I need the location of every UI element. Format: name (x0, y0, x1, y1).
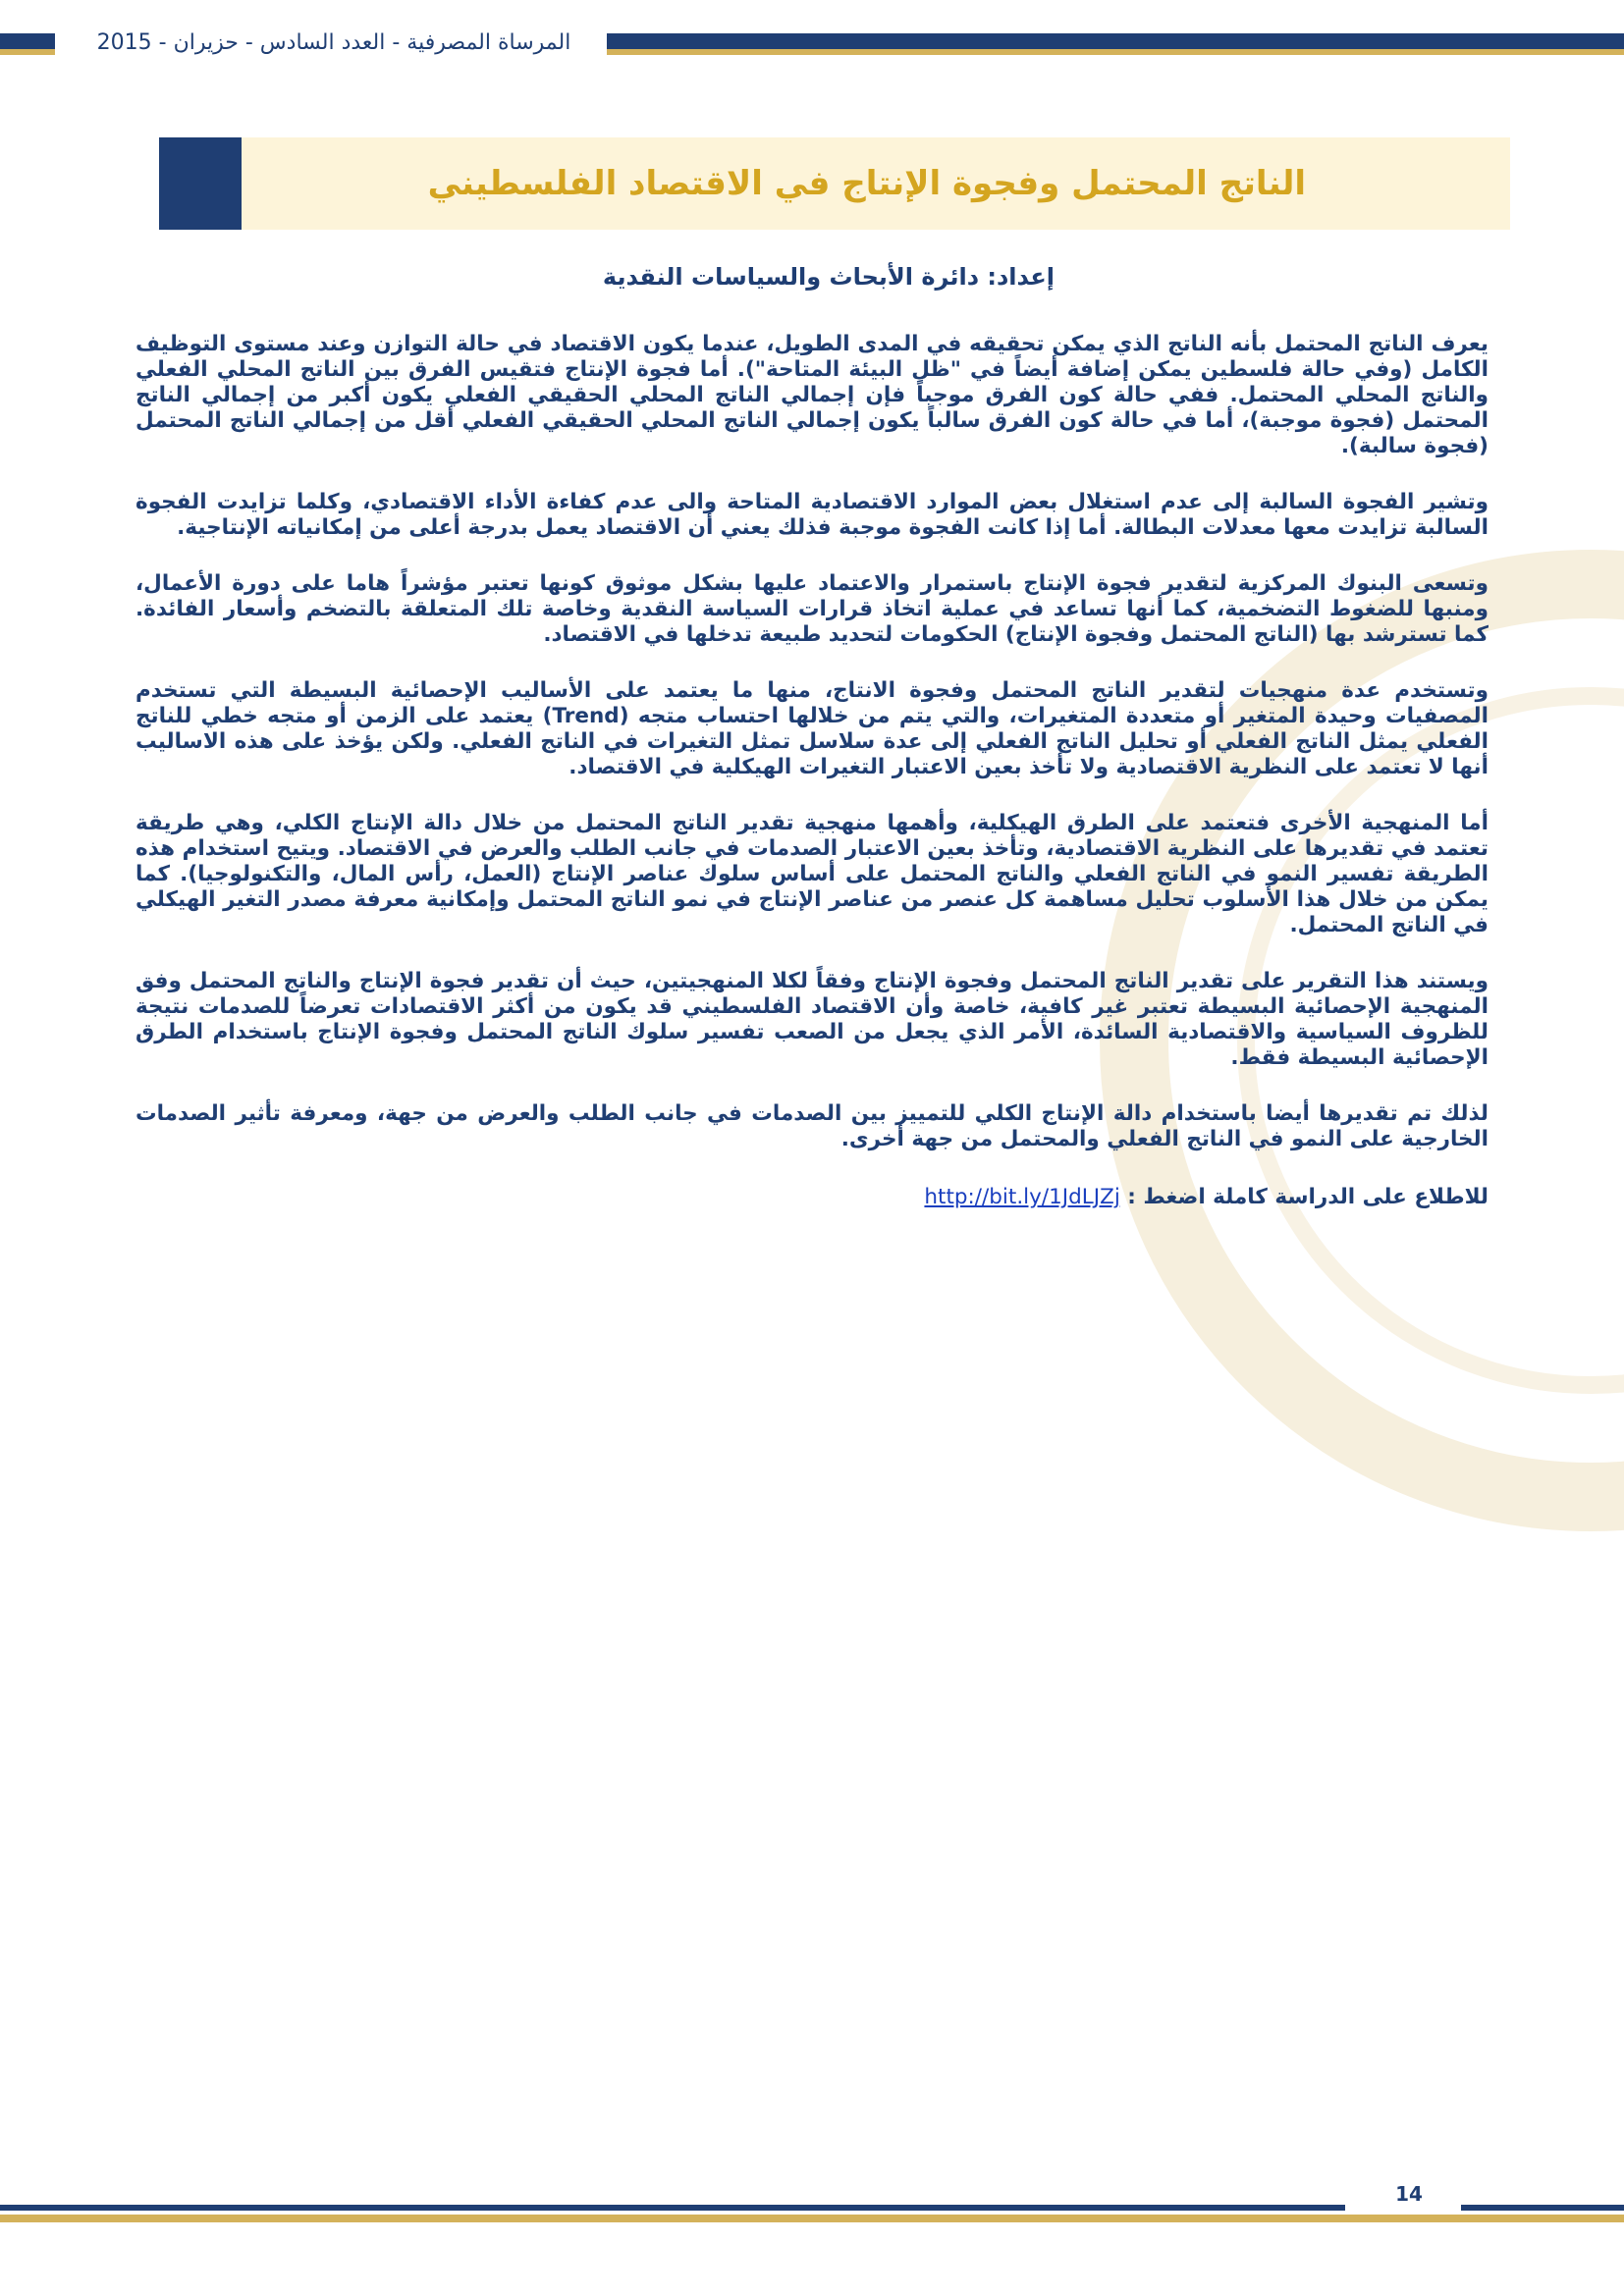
study-link[interactable]: http://bit.ly/1JdLJZj (924, 1185, 1120, 1209)
running-title: المرساة المصرفية - العدد السادس - حزيران - 2015 (96, 30, 571, 55)
page-number: 14 (1395, 2182, 1423, 2206)
study-link-line (135, 1183, 1489, 1212)
paragraph-5: أما المنهجية الأخرى فتعتمد على الطرق الهيكلية، وأهمها منهجية تقدير الناتج المحتمل من خلال دالة الإنتاج الكلي، وهي طريقة تعتمد في تقديرها على النظرية الاقتصادية، وتأخذ بعين الاعتبار الصدمات في جانب الطلب والعرض في الاقتصاد. ويتيح استخدام هذه الطريقة تفسير النمو في الناتج الفعلي والناتج المحتمل على أساس سلوك عناصر الإنتاج (العمل، رأس المال، والتكنولوجيا). كما يمكن من خلال هذا الأسلوب تحليل مساهمة كل عنصر من عناصر الإنتاج في نمو الناتج المحتمل وإمكانية معرفة مصدر التغير الهيكلي في الناتج المحتمل. (135, 811, 1489, 937)
study-link-prompt: للاطلاع على الدراسة كاملة اضغط : (1119, 1185, 1489, 1209)
paragraph-6: ويستند هذا التقرير على تقدير الناتج المحتمل وفجوة الإنتاج وفقاً لكلا المنهجيتين، حيث أن تقدير فجوة الإنتاج والناتج المحتمل وفق المنهجية الإحصائية البسيطة تعتبر غير كافية، خاصة وأن الاقتصاد الفلسطيني قد يكون من أكثر الاقتصادات تعرضاً للصدمات نتيجة للظروف السياسية والاقتصادية السائدة، الأمر الذي يجعل من الصعب تفسير سلوك الناتج المحتمل وفجوة الإنتاج باستخدام الطرق الإحصائية البسيطة فقط. (135, 969, 1489, 1070)
paragraph-4: وتستخدم عدة منهجيات لتقدير الناتج المحتمل وفجوة الانتاج، منها ما يعتمد على الأساليب الإحصائية البسيطة التي تستخدم المصفيات وحيدة المتغير أو متعددة المتغيرات، والتي يتم من خلالها احتساب متجه (Trend) يعتمد على الزمن أو متجه خطي للناتج الفعلي يمثل الناتج الفعلي أو تحليل الناتج الفعلي إلى عدة سلاسل تمثل التغيرات في الناتج الفعلي. ولكن يؤخذ على هذه الاساليب أنها لا تعتمد على النظرية الاقتصادية ولا تأخذ بعين الاعتبار التغيرات الهيكلية في الاقتصاد. (135, 678, 1489, 779)
title-accent-square (159, 137, 242, 230)
header-bar-left (0, 33, 55, 55)
header-bar-right (607, 33, 1624, 55)
article-byline: إعداد: دائرة الأبحاث والسياسات النقدية (602, 263, 1055, 291)
footer-rule-right (1461, 2205, 1624, 2211)
paragraph-1: يعرف الناتج المحتمل بأنه الناتج الذي يمكن تحقيقه في المدى الطويل، عندما يكون الاقتصاد في حالة التوازن وعند مستوى التوظيف الكامل (وفي حالة فلسطين يمكن إضافة أيضاً في "ظل البيئة المتاحة"). أما فجوة الإنتاج فتقيس الفرق بين الناتج المحلي الفعلي والناتج المحلي المحتمل. ففي حالة كون الفرق موجباً فإن إجمالي الناتج المحلي الحقيقي الفعلي يكون أكبر من إجمالي الناتج المحتمل (فجوة موجبة)، أما في حالة كون الفرق سالباً يكون إجمالي الناتج المحلي الحقيقي الفعلي أقل من إجمالي الناتج المحتمل (فجوة سالبة). (135, 332, 1489, 458)
paragraph-3: وتسعى البنوك المركزية لتقدير فجوة الإنتاج باستمرار والاعتماد عليها بشكل موثوق كونها تعتبر مؤشراً هاما على دورة الأعمال، ومنبها للضغوط التضخمية، كما أنها تساعد في عملية اتخاذ قرارات السياسة النقدية وخاصة تلك المتعلقة بالتضخم وأسعار الفائدة. كما تسترشد بها (الناتج المحتمل وفجوة الإنتاج) الحكومات لتحديد طبيعة تدخلها في الاقتصاد. (135, 571, 1489, 647)
paragraph-7: لذلك تم تقديرها أيضا باستخدام دالة الإنتاج الكلي للتمييز بين الصدمات في جانب الطلب والعرض من جهة، ومعرفة تأثير الصدمات الخارجية على النمو في الناتج الفعلي والمحتمل من جهة أخرى. (135, 1101, 1489, 1151)
paragraph-2: وتشير الفجوة السالبة إلى عدم استغلال بعض الموارد الاقتصادية المتاحة والى عدم كفاءة الأداء الاقتصادي، وكلما تزايدت الفجوة السالبة تزايدت معها معدلات البطالة. أما إذا كانت الفجوة موجبة فذلك يعني أن الاقتصاد يعمل بدرجة أعلى من إمكانياته الإنتاجية. (135, 490, 1489, 540)
footer-gold-rule (0, 2215, 1624, 2222)
article-body (135, 332, 1489, 1212)
footer-rule-left (0, 2205, 1345, 2211)
page-header (0, 24, 1624, 63)
article-title: الناتج المحتمل وفجوة الإنتاج في الاقتصاد الفلسطيني (427, 164, 1306, 203)
